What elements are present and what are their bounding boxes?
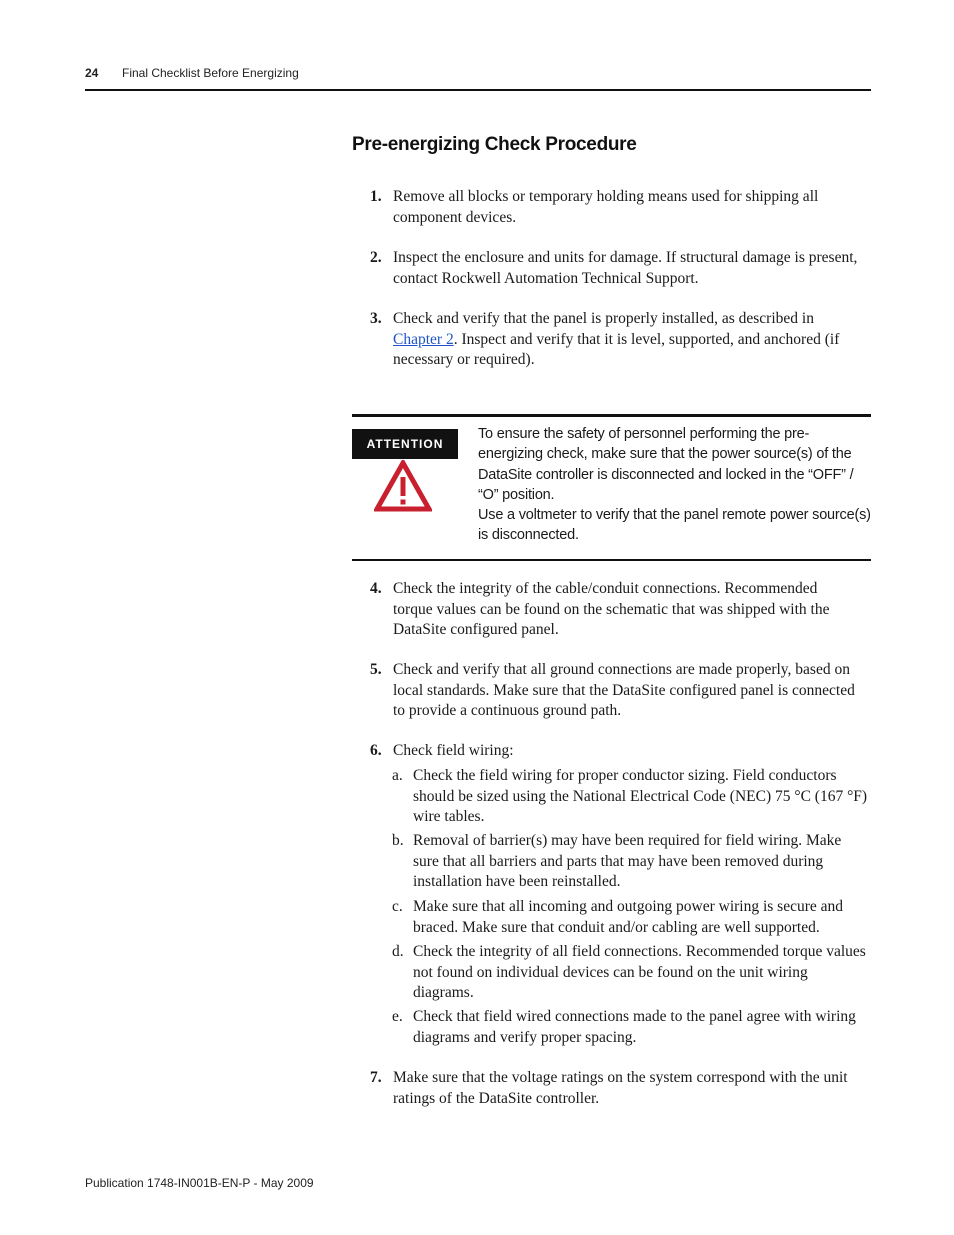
substep-label: e.: [392, 1008, 403, 1025]
step-5: [370, 660, 860, 722]
attention-top-rule: [352, 414, 871, 417]
step-1: [370, 187, 860, 228]
attention-paragraph-1: To ensure the safety of personnel performing the pre-energizing check, make sure that the power source(s) of the DataSite controller is disconnected and locked in the “OFF” / “O” position.: [478, 426, 854, 503]
step-text: Check and verify that all ground connections are made properly, based on local standards. Make sure that the DataSite configured panel is connected to provide a continuous ground path.: [393, 661, 855, 719]
step-6: [370, 741, 860, 762]
chapter-2-link[interactable]: Chapter 2: [393, 330, 454, 348]
substep-text: Removal of barrier(s) may have been required for field wiring. Make sure that all barriers and parts that may have been removed during installation have been reinstalled.: [413, 832, 842, 890]
header-rule: [85, 89, 871, 91]
step-text-after: . Inspect and verify that it is level, supported, and anchored (if necessary or required).: [393, 330, 840, 368]
section-title: Pre-energizing Check Procedure: [352, 134, 637, 155]
attention-paragraph-2: Use a voltmeter to verify that the panel remote power source(s) is disconnected.: [478, 507, 871, 544]
step-number: 3.: [370, 310, 382, 327]
substep-c: [392, 897, 868, 938]
step-number: 4.: [370, 580, 382, 597]
publication-footer: Publication 1748-IN001B-EN-P - May 2009: [85, 1176, 314, 1190]
substep-label: a.: [392, 767, 403, 784]
substep-d: [392, 942, 868, 1004]
substep-text: Check that field wired connections made to the panel agree with wiring diagrams and verify proper spacing.: [413, 1008, 856, 1046]
step-text: Inspect the enclosure and units for damage. If structural damage is present, contact Rockwell Automation Technical Support.: [393, 249, 858, 287]
step-7: [370, 1068, 860, 1109]
substep-b: [392, 831, 868, 893]
step-text: [393, 309, 860, 371]
page-number: 24: [85, 66, 99, 80]
attention-badge: ATTENTION: [352, 429, 458, 459]
running-title: Final Checklist Before Energizing: [122, 66, 299, 80]
step-text: Check the integrity of the cable/conduit connections. Recommended torque values can be found on the schematic that was shipped with the DataSite configured panel.: [393, 580, 830, 638]
substep-a: [392, 766, 868, 828]
substep-label: c.: [392, 898, 403, 915]
step-number: 6.: [370, 742, 382, 759]
step-3: [370, 309, 860, 371]
step-number: 5.: [370, 661, 382, 678]
step-4: [370, 579, 860, 641]
substep-label: b.: [392, 832, 404, 849]
substep-e: [392, 1007, 868, 1048]
step-text: Remove all blocks or temporary holding means used for shipping all component devices.: [393, 188, 819, 226]
step-number: 2.: [370, 249, 382, 266]
step-number: 1.: [370, 188, 382, 205]
substep-text: Make sure that all incoming and outgoing power wiring is secure and braced. Make sure that conduit and/or cabling are well supported.: [413, 898, 844, 936]
attention-text: [478, 424, 871, 546]
step-2: [370, 248, 860, 289]
step-number: 7.: [370, 1069, 382, 1086]
step-text: Make sure that the voltage ratings on the system correspond with the unit ratings of the DataSite controller.: [393, 1069, 848, 1107]
substep-label: d.: [392, 943, 404, 960]
step-text-before: Check and verify that the panel is properly installed, as described in: [393, 310, 814, 327]
step-text: Check field wiring:: [393, 742, 514, 759]
warning-triangle-icon: [374, 460, 432, 512]
substep-text: Check the field wiring for proper conductor sizing. Field conductors should be sized using the National Electrical Code (NEC) 75 °C (167 °F) wire tables.: [413, 767, 868, 825]
attention-bottom-rule: [352, 559, 871, 561]
substep-text: Check the integrity of all field connections. Recommended torque values not found on individual devices can be found on the unit wiring diagrams.: [413, 943, 866, 1001]
